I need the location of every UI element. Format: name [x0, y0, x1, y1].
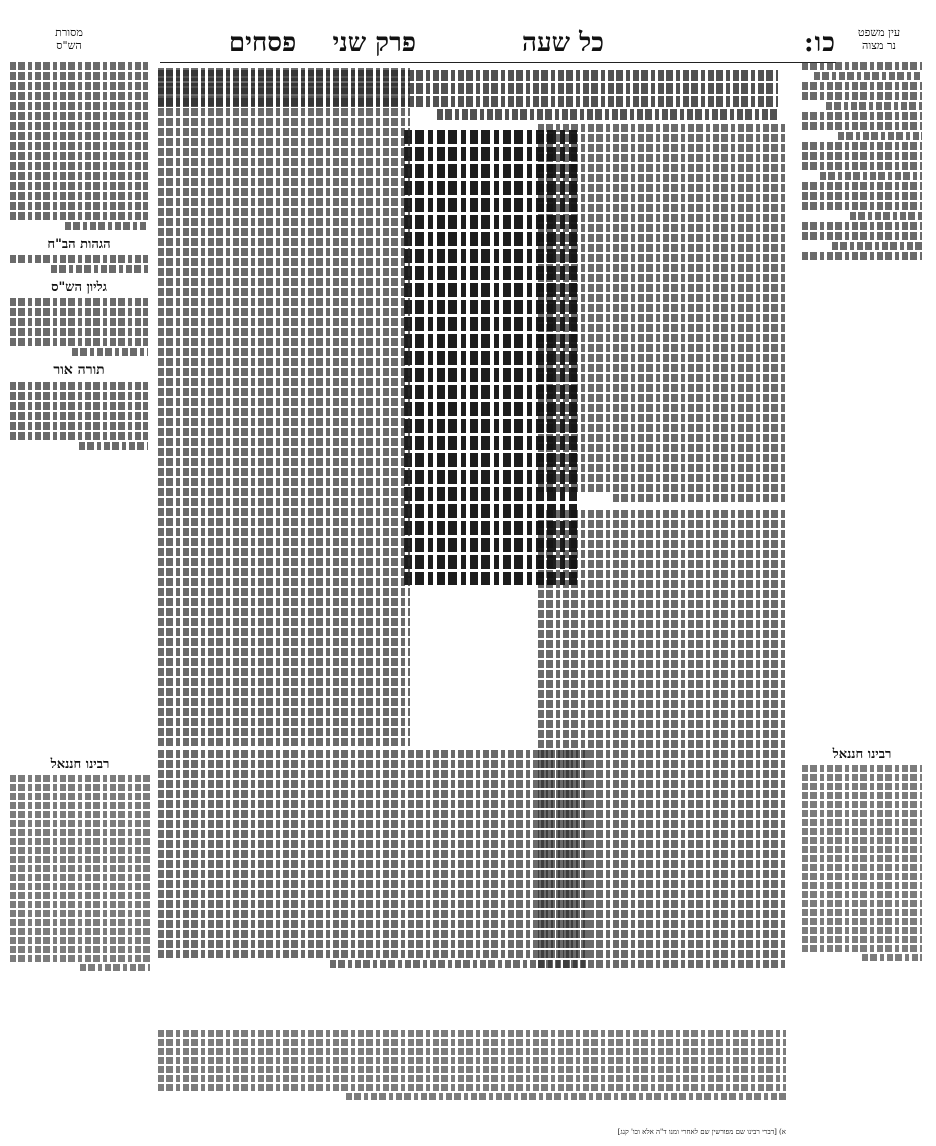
- torah-or-title: תורה אור: [53, 362, 105, 378]
- rabbeinu-chananel-right: [802, 740, 922, 1020]
- rabbeinu-chananel-title-right: רבינו חננאל: [832, 747, 892, 762]
- hagahot-habach-title: הגהות הב"ח: [47, 237, 111, 252]
- folio-number: כו:: [804, 28, 836, 58]
- gemara-column: [404, 130, 580, 585]
- masoret-hashas-label: מסורת הש"ס: [55, 26, 83, 52]
- gilyon-hashas-title: גליון הש"ס: [51, 280, 107, 295]
- tractate-title: פסחים: [228, 28, 297, 58]
- commentary-continuation: [158, 750, 588, 1020]
- footnote: א) [דברי רבינו שם מפורשין שם לאחרי ומנו ד"ה אלא וכו' קנג]: [617, 1128, 786, 1136]
- rabbeinu-chananel-title-left: רבינו חננאל: [50, 757, 110, 772]
- tractate-name: [229, 28, 416, 58]
- rabbeinu-chananel-left: [10, 750, 150, 1020]
- ein-mishpat-column: [802, 62, 922, 342]
- masoret-hashas-column: [10, 62, 148, 662]
- chapter-number: פרק שני: [332, 28, 416, 58]
- chapter-title: כל שעה: [522, 28, 604, 58]
- footer-commentary: [158, 1030, 786, 1110]
- ein-mishpat-label: עין משפט נר מצוה: [857, 26, 901, 52]
- page-header: [0, 28, 936, 58]
- header-rule: [160, 62, 836, 63]
- tosafot-column: [158, 68, 410, 748]
